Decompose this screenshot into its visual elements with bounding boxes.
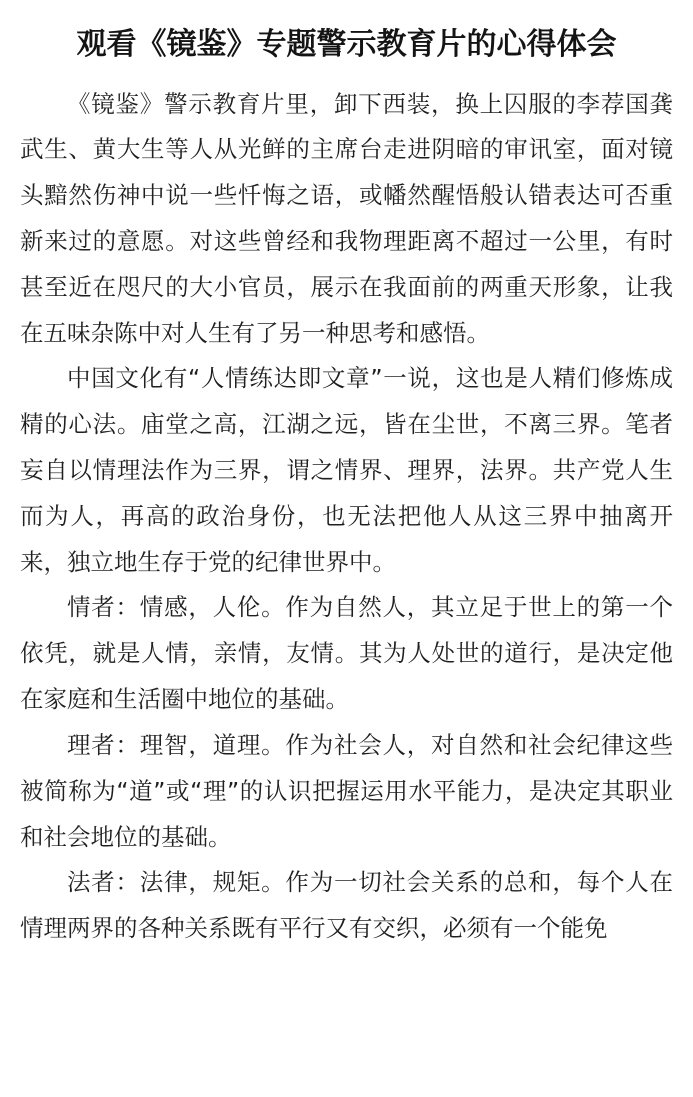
page-title: 观看《镜鉴》专题警示教育片的心得体会: [76, 27, 617, 62]
paragraph: 情者：情感，人伦。作为自然人，其立足于世上的第一个依凭，就是人情，亲情，友情。其为人处世的道行，是决定他在家庭和生活圈中地位的基础。: [20, 593, 673, 714]
document-body: [20, 82, 673, 952]
paragraph: 《镜鉴》警示教育片里，卸下西装，换上囚服的李荐国龚武生、黄大生等人从光鲜的主席台走进阴暗的审讯室，面对镜头黯然伤神中说一些忏悔之语，或幡然醒悟般认错表达可否重新来过的意愿。对这些曾经和我物理距离不超过一公里，有时甚至近在咫尺的大小官员，展示在我面前的两重天形象，让我在五味杂陈中对人生有了另一种思考和感悟。: [20, 89, 673, 347]
paragraph: 中国文化有“人情练达即文章”一说，这也是人精们修炼成精的心法。庙堂之高，江湖之远，皆在尘世，不离三界。笔者妄自以情理法作为三界，谓之情界、理界，法界。共产党人生而为人，再高的政治身份，也无法把他人从这三界中抽离开来，独立地生存于党的纪律世界中。: [20, 364, 673, 576]
paragraph: 法者：法律，规矩。作为一切社会关系的总和，每个人在情理两界的各种关系既有平行又有交织，必须有一个能免: [20, 868, 673, 943]
paragraph: 理者：理智，道理。作为社会人，对自然和社会纪律这些被简称为“道”或“理”的认识把握运用水平能力，是决定其职业和社会地位的基础。: [20, 730, 673, 851]
